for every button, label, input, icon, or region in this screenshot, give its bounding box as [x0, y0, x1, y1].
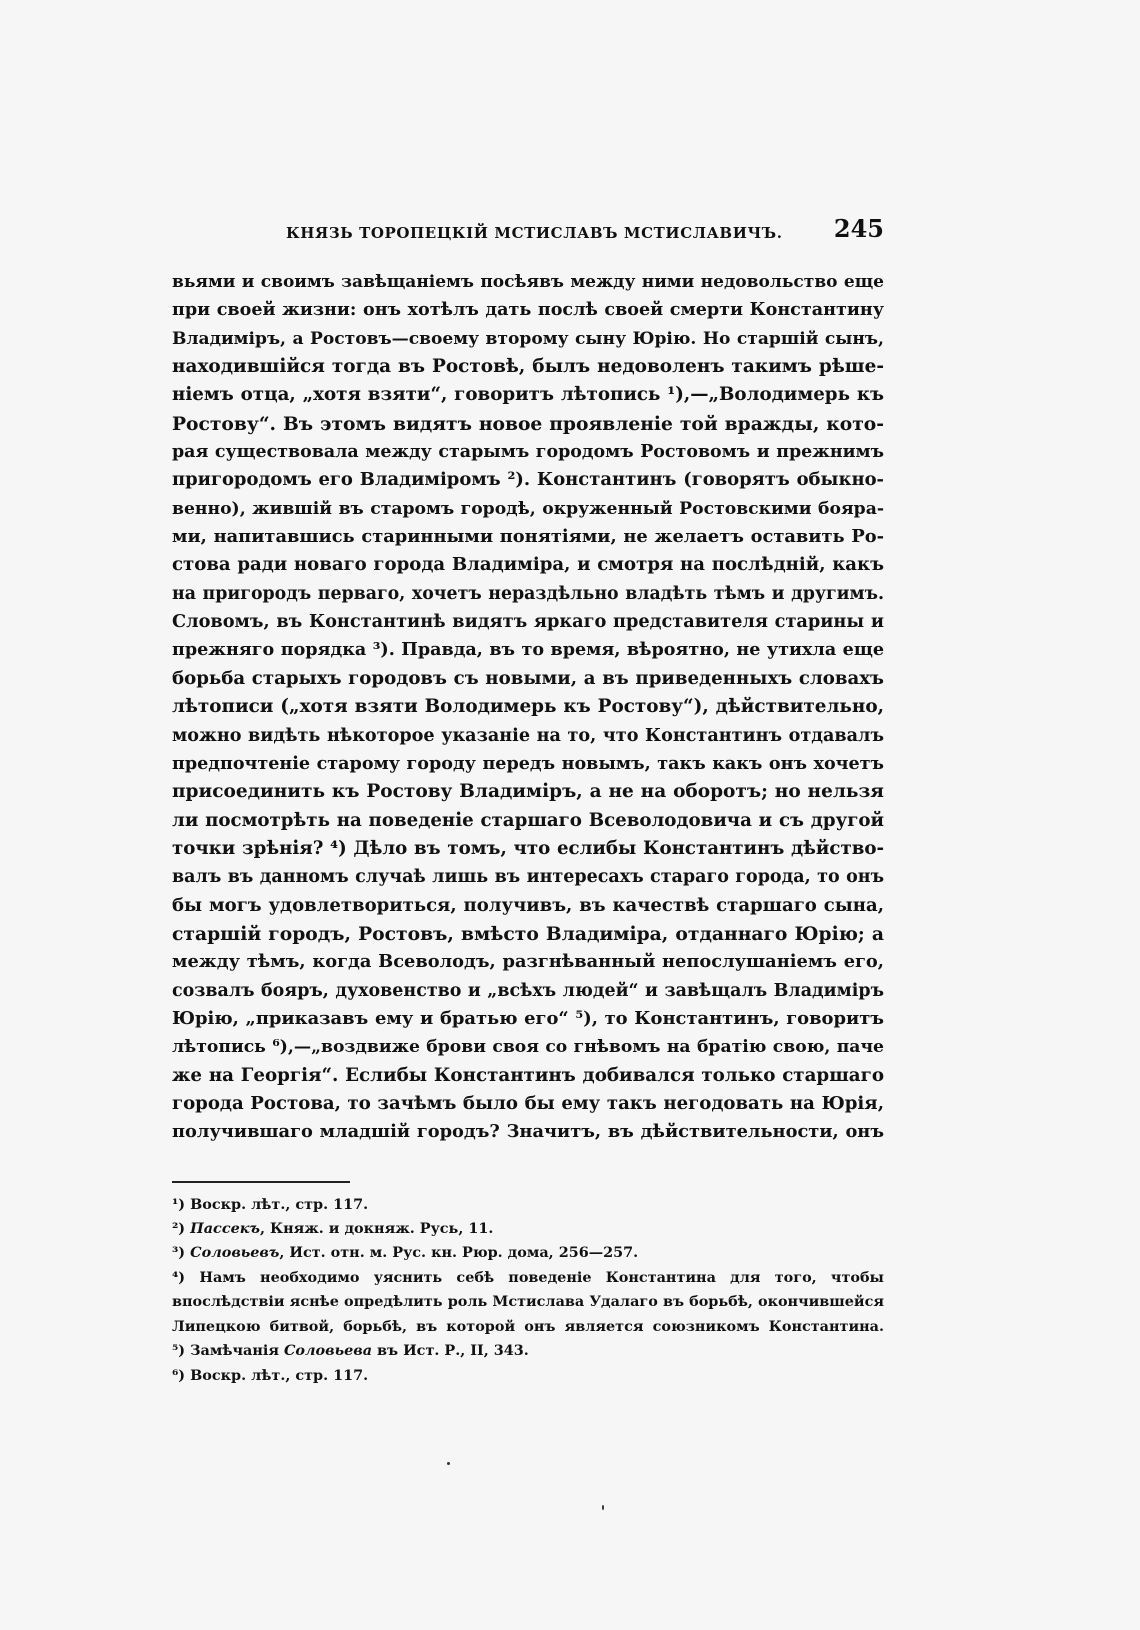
body-line: валъ въ данномъ случаѣ лишь въ интересахъ стараго города, то онъ	[172, 867, 884, 888]
body-line: рая существовала между старымъ городомъ Ростовомъ и прежнимъ	[172, 442, 884, 463]
footnote-3-mark: ³)	[172, 1244, 186, 1262]
footnote-4-line-2: впослѣдствіи яснѣе опредѣлить роль Мстислава Удалаго въ борьбѣ, окончившейся	[172, 1293, 884, 1311]
footnote-2	[172, 1217, 884, 1241]
page-number: 245	[833, 214, 884, 243]
footnote-rule	[172, 1181, 350, 1183]
body-line: при своей жизни: онъ хотѣлъ дать послѣ своей смерти Константину	[172, 300, 884, 321]
body-line: борьба старыхъ городовъ съ новыми, а въ приведенныхъ словахъ	[172, 667, 884, 689]
footnote-2-body: , Княж. и докняж. Русь, 11.	[259, 1220, 494, 1238]
body-line: венно), жившій въ старомъ городѣ, окруженный Ростовскими бояра-	[172, 498, 884, 519]
body-line: ми, напитавшись старинными понятіями, не желаетъ оставить Ро-	[172, 526, 884, 548]
footnote-5-pre: Замѣчанія	[190, 1342, 284, 1360]
running-head	[172, 214, 884, 258]
body-line: старшій городъ, Ростовъ, вмѣсто Владиміра, отданнаго Юрію; а	[172, 922, 884, 945]
footnote-4-line-3: Липецкою битвой, борьбѣ, въ которой онъ является союзникомъ Константина.	[172, 1317, 884, 1335]
footnote-6-mark: ⁶)	[172, 1366, 186, 1384]
footnote-6-body: Воскр. лѣт., стр. 117.	[190, 1366, 369, 1384]
body-line: стова ради новаго города Владиміра, и смотря на послѣдній, какъ	[172, 554, 884, 576]
body-line: города Ростова, то зачѣмъ было бы ему такъ негодовать на Юрія,	[172, 1092, 884, 1114]
footnote-1	[172, 1193, 884, 1217]
footnote-2-mark: ²)	[172, 1220, 186, 1238]
footnote-4-line-1	[172, 1266, 884, 1290]
footnotes	[172, 1193, 884, 1388]
body-line: Юрію, „приказавъ ему и братью его“ ⁵), то Константинъ, говоритъ	[172, 1007, 884, 1029]
footnote-4-mark: ⁴)	[172, 1268, 186, 1286]
body-paragraph	[172, 268, 884, 1147]
body-line: лѣтопись ⁶),—„воздвиже брови своя со гнѣвомъ на братію свою, паче	[172, 1037, 884, 1058]
footnote-5-mark: ⁵)	[172, 1342, 186, 1360]
body-line: Владиміръ, а Ростовъ—своему второму сыну Юрію. Но старшій сынъ,	[172, 328, 884, 349]
scan-speck	[447, 1462, 450, 1465]
footnote-6	[172, 1364, 884, 1388]
scan-speck	[602, 1505, 604, 1510]
running-title: КНЯЗЬ ТОРОПЕЦКІЙ МСТИСЛАВЪ МСТИСЛАВИЧЪ.	[286, 224, 783, 242]
body-line: предпочтеніе старому городу передъ новымъ, такъ какъ онъ хочетъ	[172, 753, 884, 774]
body-line: бы могъ удовлетвориться, получивъ, въ качествѣ старшаго сына,	[172, 894, 884, 916]
body-line: ли посмотрѣть на поведеніе старшаго Всеволодовича и съ другой	[172, 809, 884, 831]
footnote-3-body: , Ист. отн. м. Рус. кн. Рюр. дома, 256—257.	[279, 1244, 639, 1262]
body-line: получившаго младшій городъ? Значитъ, въ дѣйствительности, онъ	[172, 1121, 884, 1143]
footnote-1-body: Воскр. лѣт., стр. 117.	[190, 1195, 369, 1213]
footnote-4-text-1: Намъ необходимо уяснить себѣ поведеніе Константина для того, чтобы	[199, 1268, 884, 1286]
body-line: Словомъ, въ Константинѣ видятъ яркаго представителя старины и	[172, 611, 884, 633]
footnote-5-author: Соловьева	[283, 1342, 373, 1360]
footnote-5-body: въ Ист. Р., II, 343.	[372, 1342, 529, 1360]
body-line: лѣтописи („хотя взяти Володимерь къ Ростову“), дѣйствительно,	[172, 696, 884, 718]
footnote-2-author: Пассекъ	[190, 1220, 260, 1238]
body-line: пригородомъ его Владиміромъ ²). Константинъ (говорятъ обыкно-	[172, 469, 884, 491]
footnote-1-text: ¹)	[172, 1195, 186, 1213]
body-line: Ростову“. Въ этомъ видятъ новое проявленіе той вражды, кото-	[172, 412, 884, 435]
body-line: присоединить къ Ростову Владиміръ, а не на оборотъ; но нельзя	[172, 781, 884, 803]
body-line: ніемъ отца, „хотя взяти“, говоритъ лѣтопись ¹),—„Володимерь къ	[172, 384, 884, 406]
body-line: можно видѣть нѣкоторое указаніе на то, что Константинъ отдавалъ	[172, 724, 884, 746]
footnote-5	[172, 1339, 884, 1363]
body-line: же на Георгія“. Еслибы Константинъ добивался только старшаго	[172, 1064, 884, 1086]
footnote-4	[172, 1266, 884, 1339]
text-block	[172, 214, 884, 1388]
body-line: на пригородъ перваго, хочетъ нераздѣльно владѣть тѣмъ и другимъ.	[172, 583, 884, 604]
body-line: находившійся тогда въ Ростовѣ, былъ недоволенъ такимъ рѣше-	[172, 356, 884, 378]
body-line: прежняго порядка ³). Правда, въ то время, вѣроятно, не утихла еще	[172, 640, 884, 661]
body-line: точки зрѣнія? ⁴) Дѣло въ томъ, что еслибы Константинъ дѣйство-	[172, 837, 884, 859]
body-line: между тѣмъ, когда Всеволодъ, разгнѣванный непослушаніемъ его,	[172, 951, 884, 973]
footnote-3	[172, 1241, 884, 1265]
body-line: вьями и своимъ завѣщаніемъ посѣявъ между ними недовольство еще	[172, 272, 884, 292]
body-line: созвалъ бояръ, духовенство и „всѣхъ людей“ и завѣщалъ Владиміръ	[172, 980, 884, 1001]
footnote-3-author: Соловьевъ	[190, 1244, 280, 1262]
